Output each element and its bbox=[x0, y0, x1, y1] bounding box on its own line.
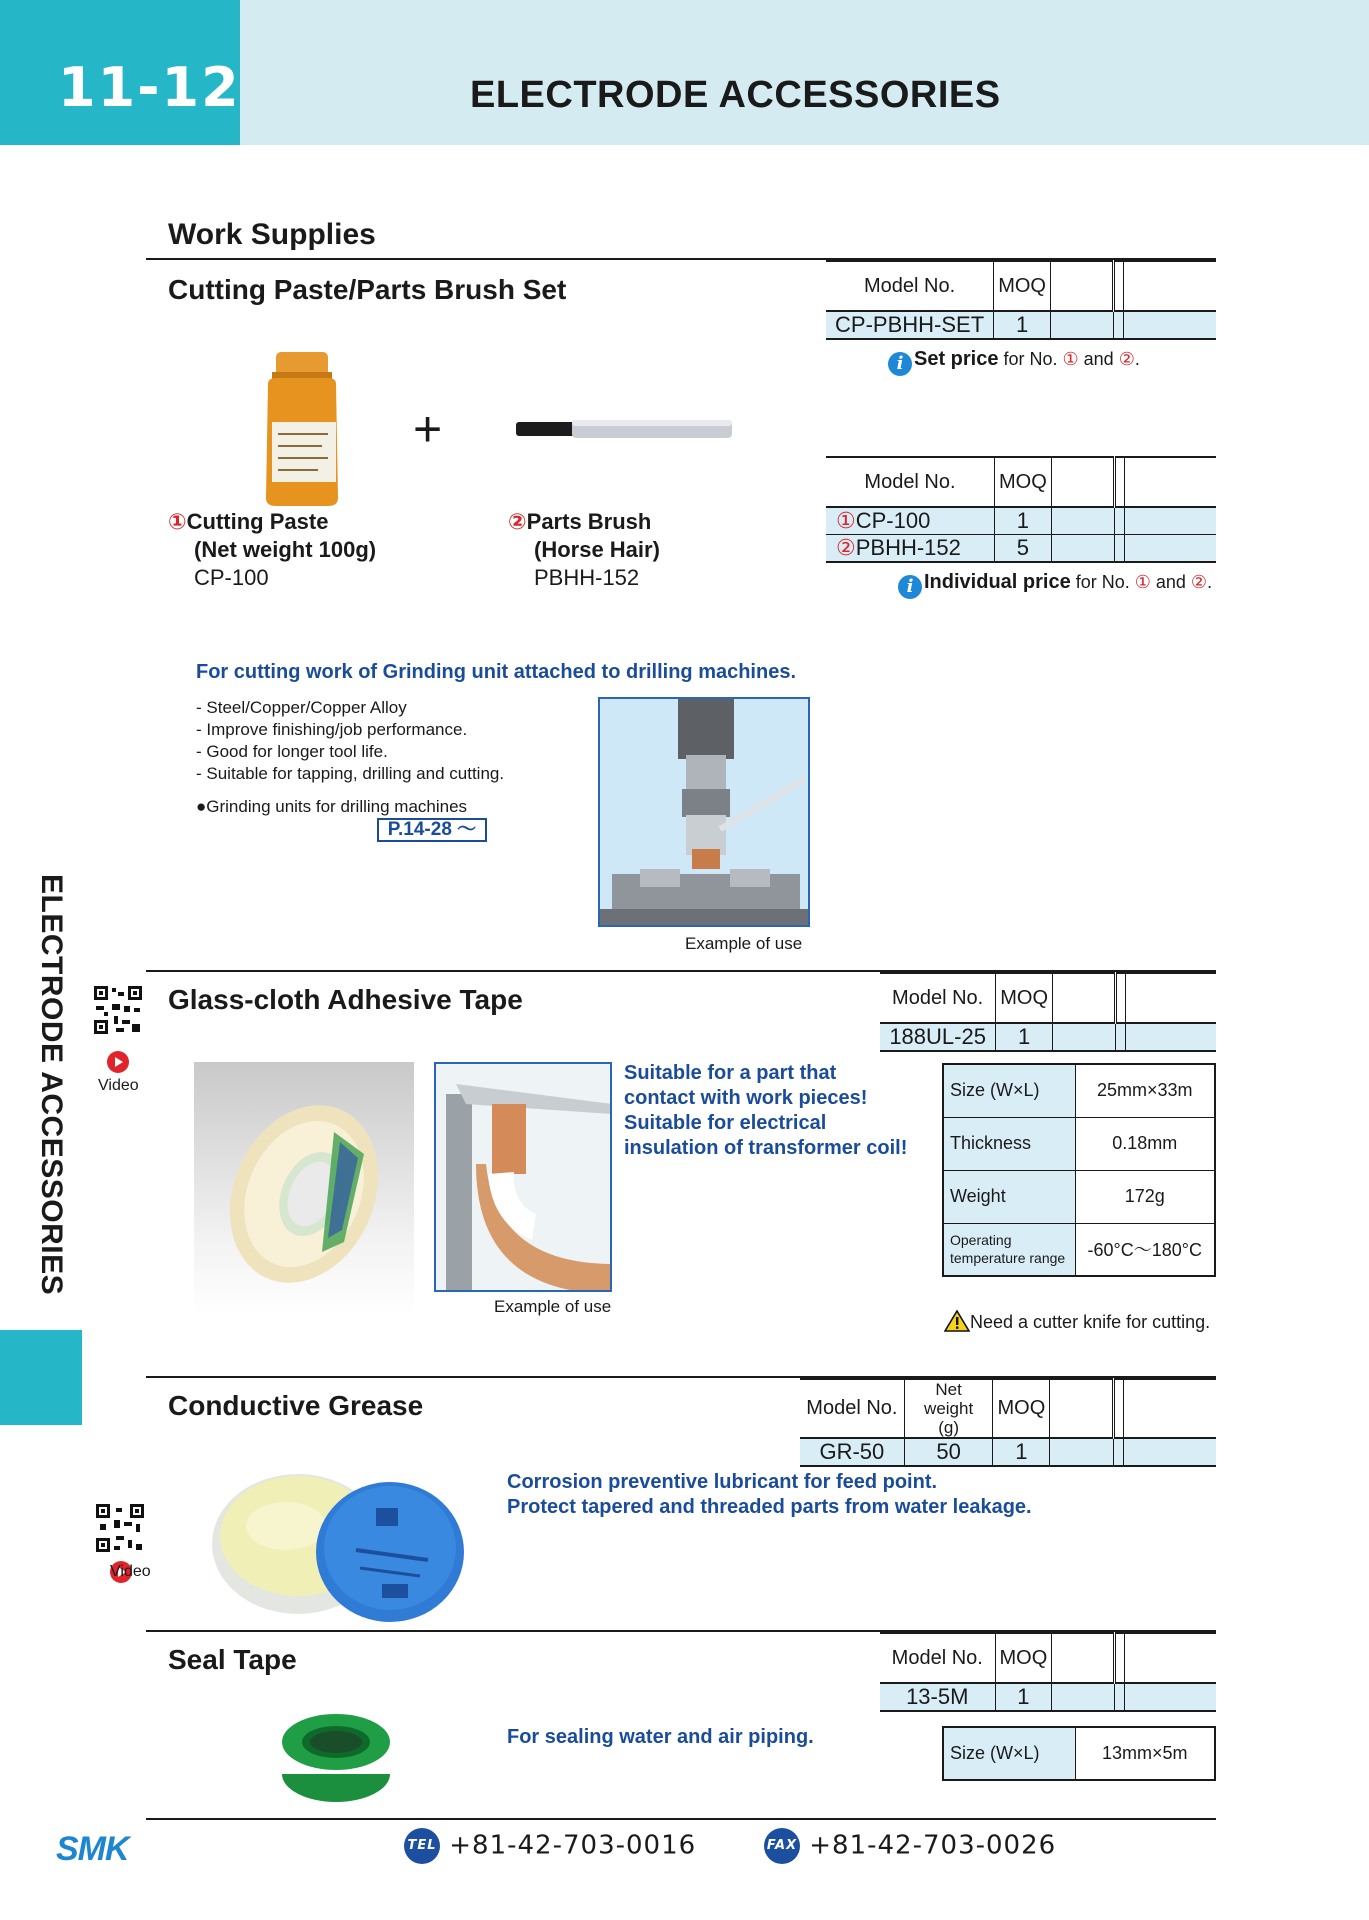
individual-model-table bbox=[826, 456, 1216, 563]
table-row: GR-50 50 1 bbox=[800, 1438, 1216, 1466]
list-item: - Suitable for tapping, drilling and cutting. bbox=[196, 764, 505, 783]
warning-icon bbox=[944, 1310, 970, 1332]
set-model-table bbox=[826, 260, 1216, 340]
table-row: 13-5M 1 bbox=[880, 1683, 1216, 1711]
grinding-units-text: ●Grinding units for drilling machines bbox=[196, 797, 468, 816]
table-row bbox=[826, 311, 1216, 339]
grease-headline: Corrosion preventive lubricant for feed point. Protect tapered and threaded parts from water leakage. bbox=[507, 1471, 1032, 1518]
seal-model-table: Model No. MOQ 13-5M 1 bbox=[880, 1632, 1216, 1712]
list-item: - Good for longer tool life. bbox=[196, 742, 388, 761]
model-value: CP-PBHH-SET bbox=[826, 311, 994, 339]
item-parts-brush: ②Parts Brush (Horse Hair) PBHH-152 bbox=[508, 509, 660, 590]
side-label: ELECTRODE ACCESSORIES bbox=[35, 874, 68, 1296]
video-label[interactable]: Video bbox=[98, 1077, 139, 1094]
grease-container-image bbox=[206, 1464, 468, 1624]
seal-tape-image bbox=[280, 1712, 392, 1804]
tape-title: Glass-cloth Adhesive Tape bbox=[168, 984, 523, 1015]
fax-number: FAX +81-42-703-0026 bbox=[764, 1828, 1056, 1864]
cutting-paste-headline: For cutting work of Grinding unit attached to drilling machines. bbox=[196, 661, 797, 683]
col-model: Model No. bbox=[826, 457, 994, 507]
qr-code-icon[interactable] bbox=[94, 1502, 146, 1554]
company-logo: SMK bbox=[56, 1830, 129, 1868]
feature-list bbox=[196, 697, 504, 785]
fax-icon: FAX bbox=[764, 1828, 800, 1864]
footer-rule bbox=[146, 1818, 1216, 1820]
col-moq: MOQ bbox=[994, 261, 1051, 311]
tape-warning: Need a cutter knife for cutting. bbox=[944, 1310, 1210, 1333]
grease-title: Conductive Grease bbox=[168, 1390, 424, 1421]
example-caption: Example of use bbox=[494, 1297, 612, 1316]
seal-headline: For sealing water and air piping. bbox=[507, 1726, 814, 1748]
col-moq: MOQ bbox=[994, 457, 1051, 507]
seal-spec-table: Size (W×L) 13mm×5m bbox=[942, 1726, 1216, 1781]
moq-value: 1 bbox=[994, 311, 1051, 339]
tel-number: TEL +81-42-703-0016 bbox=[404, 1828, 696, 1864]
cutting-paste-jar-image bbox=[262, 352, 344, 507]
seal-tape-title: Seal Tape bbox=[168, 1644, 297, 1675]
drill-example-photo bbox=[598, 697, 810, 927]
info-icon: i bbox=[898, 575, 922, 599]
grease-model-table: Model No. Net weight (g) MOQ GR-50 50 1 bbox=[800, 1378, 1216, 1467]
page-reference-link[interactable]: P.14-28 ～ bbox=[377, 818, 487, 842]
tape-example-photo bbox=[434, 1062, 612, 1292]
col-model: Model No. bbox=[826, 261, 994, 311]
list-item: - Steel/Copper/Copper Alloy bbox=[196, 698, 407, 717]
table-row: 188UL-25 1 bbox=[880, 1023, 1216, 1051]
table-row: ①CP-100 1 bbox=[826, 507, 1216, 535]
tape-roll-photo bbox=[194, 1062, 414, 1314]
parts-brush-image bbox=[516, 414, 734, 444]
plus-sign: + bbox=[413, 401, 443, 457]
table-row: ②PBHH-152 5 bbox=[826, 535, 1216, 563]
qr-code-icon[interactable] bbox=[92, 984, 144, 1036]
item-cutting-paste: ①Cutting Paste (Net weight 100g) CP-100 bbox=[168, 509, 377, 590]
video-play-icon[interactable] bbox=[107, 1051, 129, 1073]
video-label[interactable]: Video bbox=[110, 1563, 151, 1580]
page-number: 11-12 bbox=[58, 56, 241, 119]
tape-headline: Suitable for a part that contact with work pieces! Suitable for electrical insulation of transformer coil! bbox=[624, 1062, 908, 1159]
individual-price-note: i Individual price for No. ① and ②. bbox=[898, 571, 1212, 599]
side-tab bbox=[0, 1330, 82, 1425]
tape-model-table: Model No. MOQ 188UL-25 1 bbox=[880, 972, 1216, 1052]
list-item: - Improve finishing/job performance. bbox=[196, 720, 468, 739]
example-caption: Example of use bbox=[685, 934, 803, 953]
tape-spec-table: Size (W×L) 25mm×33m Thickness 0.18mm Weight 172g Operating temperature range -60°C～180°C bbox=[942, 1063, 1216, 1277]
set-price-note: i Set price for No. ① and ②. bbox=[888, 348, 1140, 376]
tel-icon: TEL bbox=[404, 1828, 440, 1864]
page-title: ELECTRODE ACCESSORIES bbox=[470, 74, 1001, 116]
cutting-paste-title: Cutting Paste/Parts Brush Set bbox=[168, 274, 567, 305]
section-title: Work Supplies bbox=[168, 218, 376, 251]
info-icon: i bbox=[888, 352, 912, 376]
